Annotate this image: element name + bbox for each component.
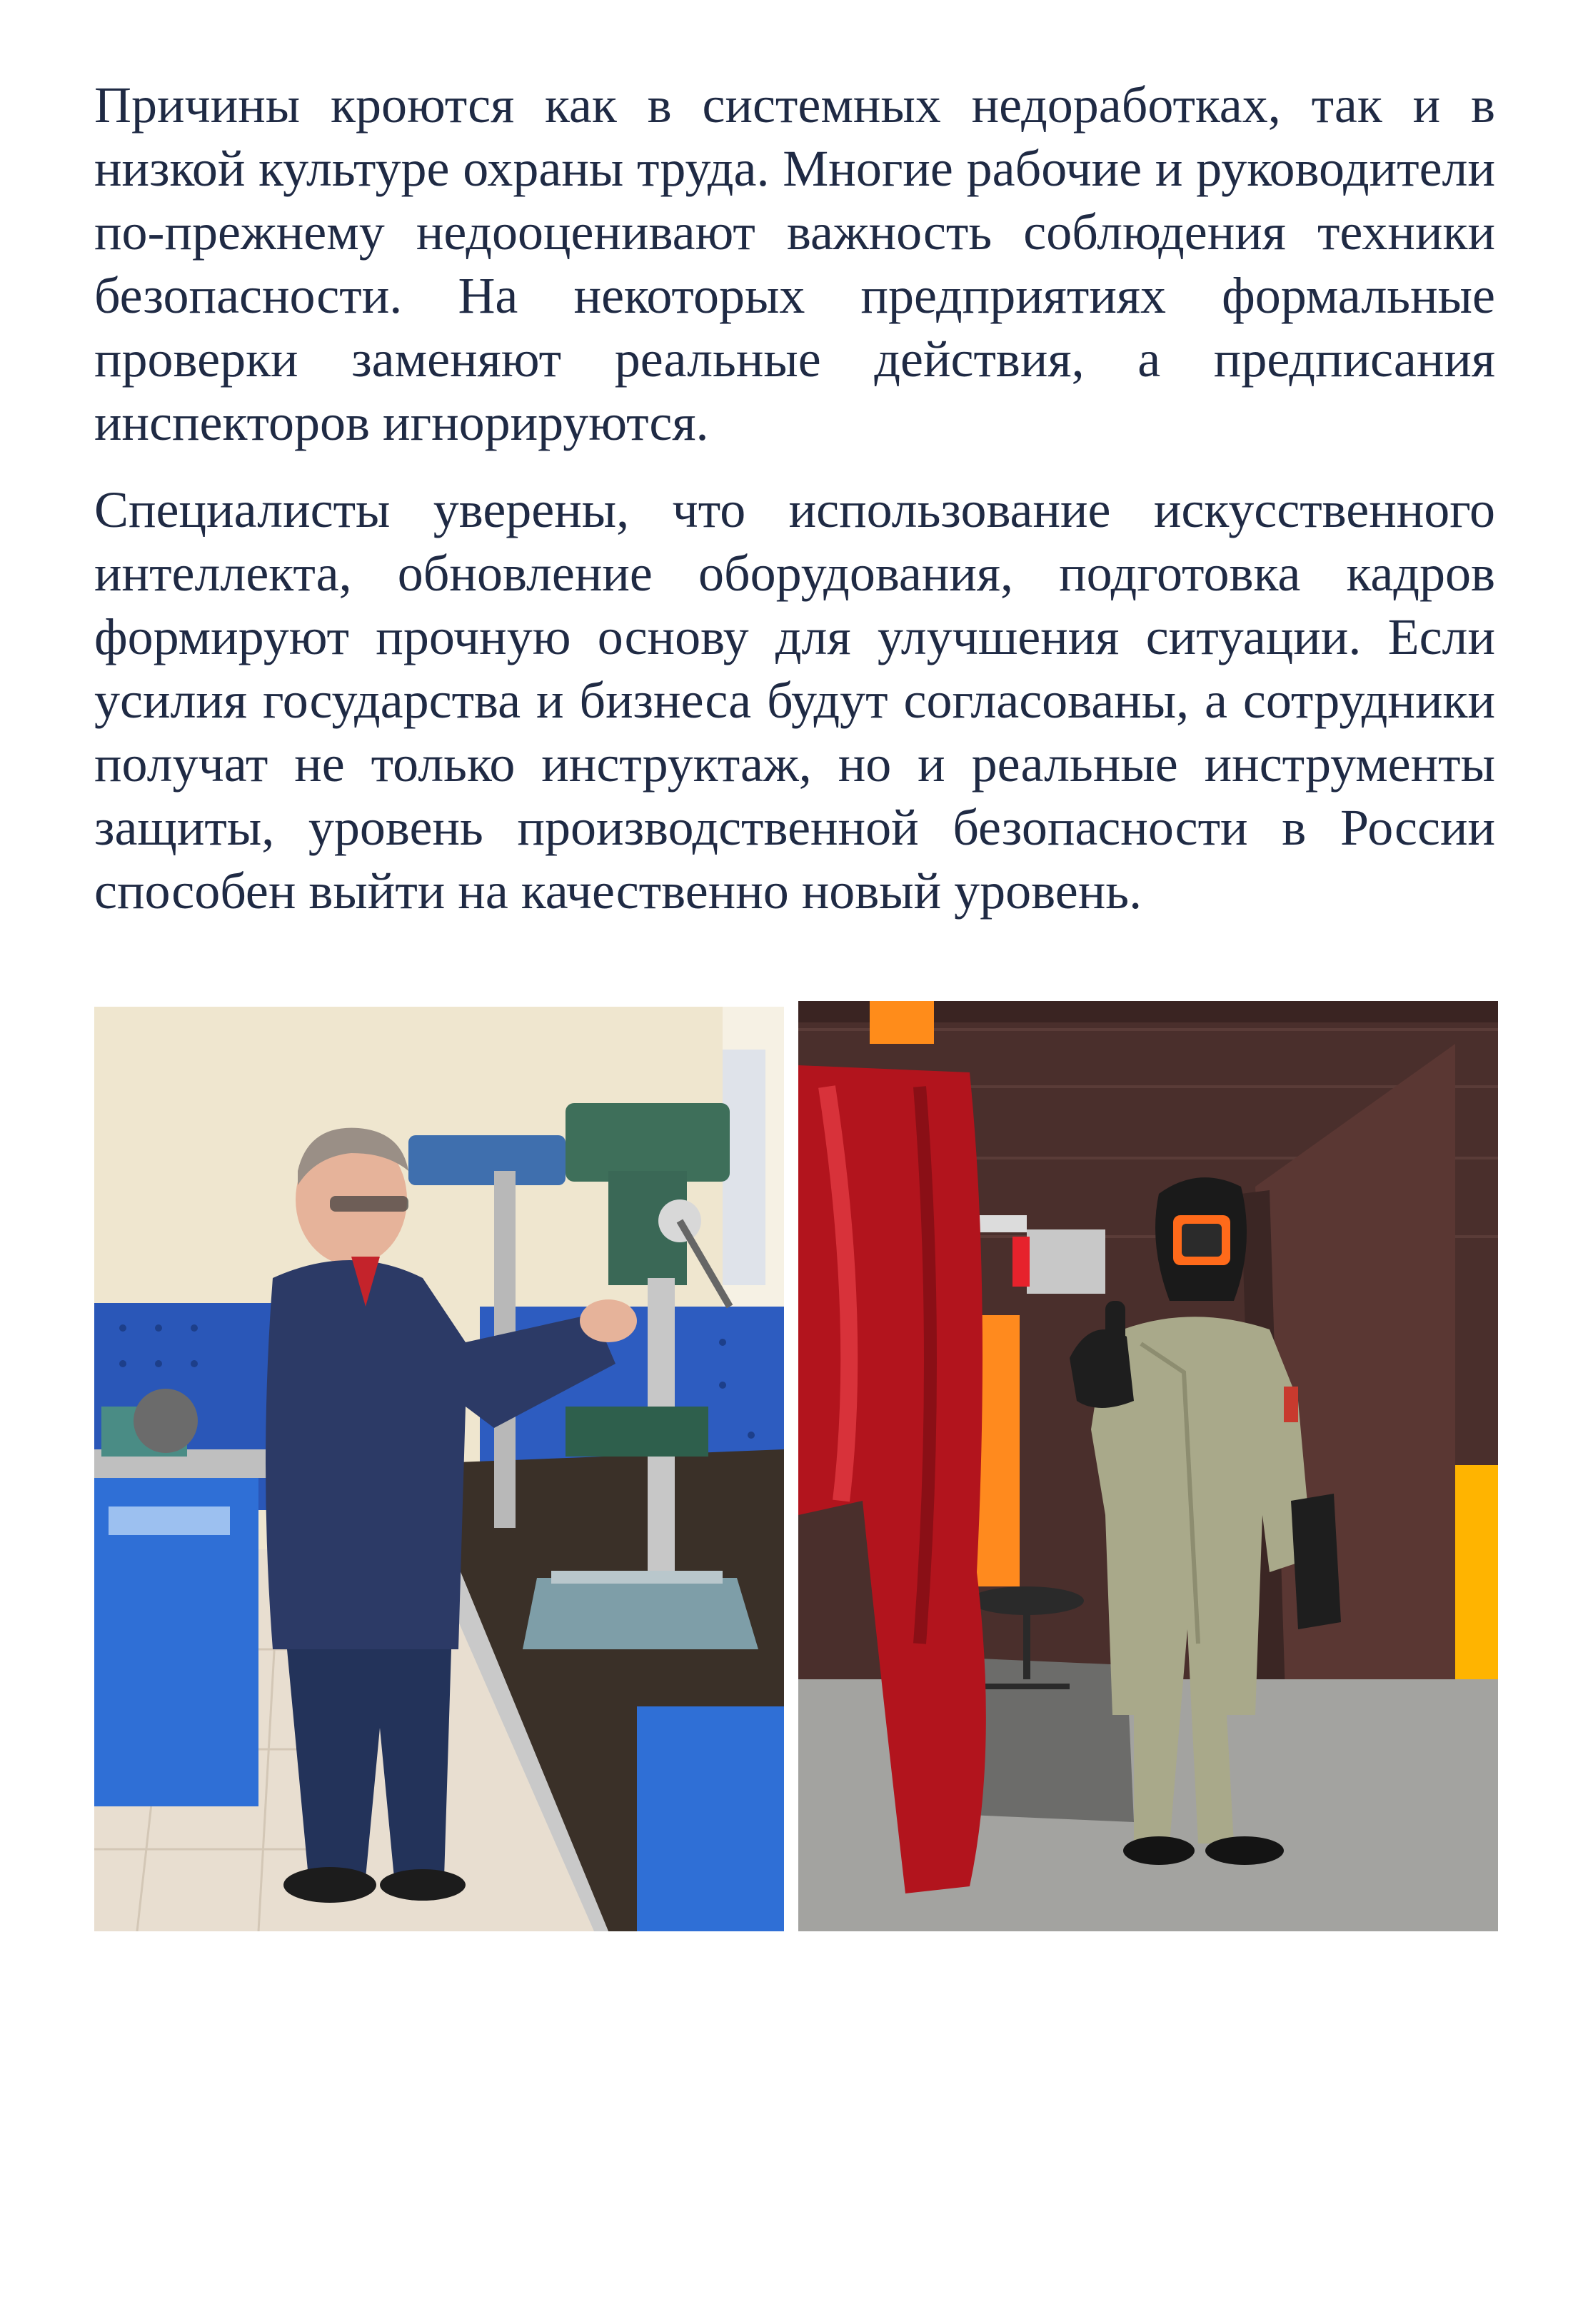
- photo-drill-press-worker: [94, 1007, 784, 1931]
- photo-welder-protective-suit: [798, 1001, 1498, 1931]
- paragraph-causes: Причины кроются как в системных недоработках, так и в низкой культуре охраны труда. Многие рабочие и руководители по-прежнему недооценивают важность соблюдения техники безопасности. На некоторых предприятиях формальные проверки заменяют реальные действия, а предписания инспекторов игнорируются.: [94, 76, 1495, 451]
- paragraph-specialists: Специалисты уверены, что использование искусственного интеллекта, обновление оборудования, подготовка кадров формируют прочную основу для улучшения ситуации. Если усилия государства и бизнеса будут согласованы, а сотрудники получат не только инструктаж, но и реальные инструменты защиты, уровень производственной безопасности в России способен выйти на качественно новый уровень.: [94, 481, 1495, 920]
- welder-illustration: [798, 1001, 1498, 1931]
- drill-press-worker-illustration: [94, 1007, 784, 1931]
